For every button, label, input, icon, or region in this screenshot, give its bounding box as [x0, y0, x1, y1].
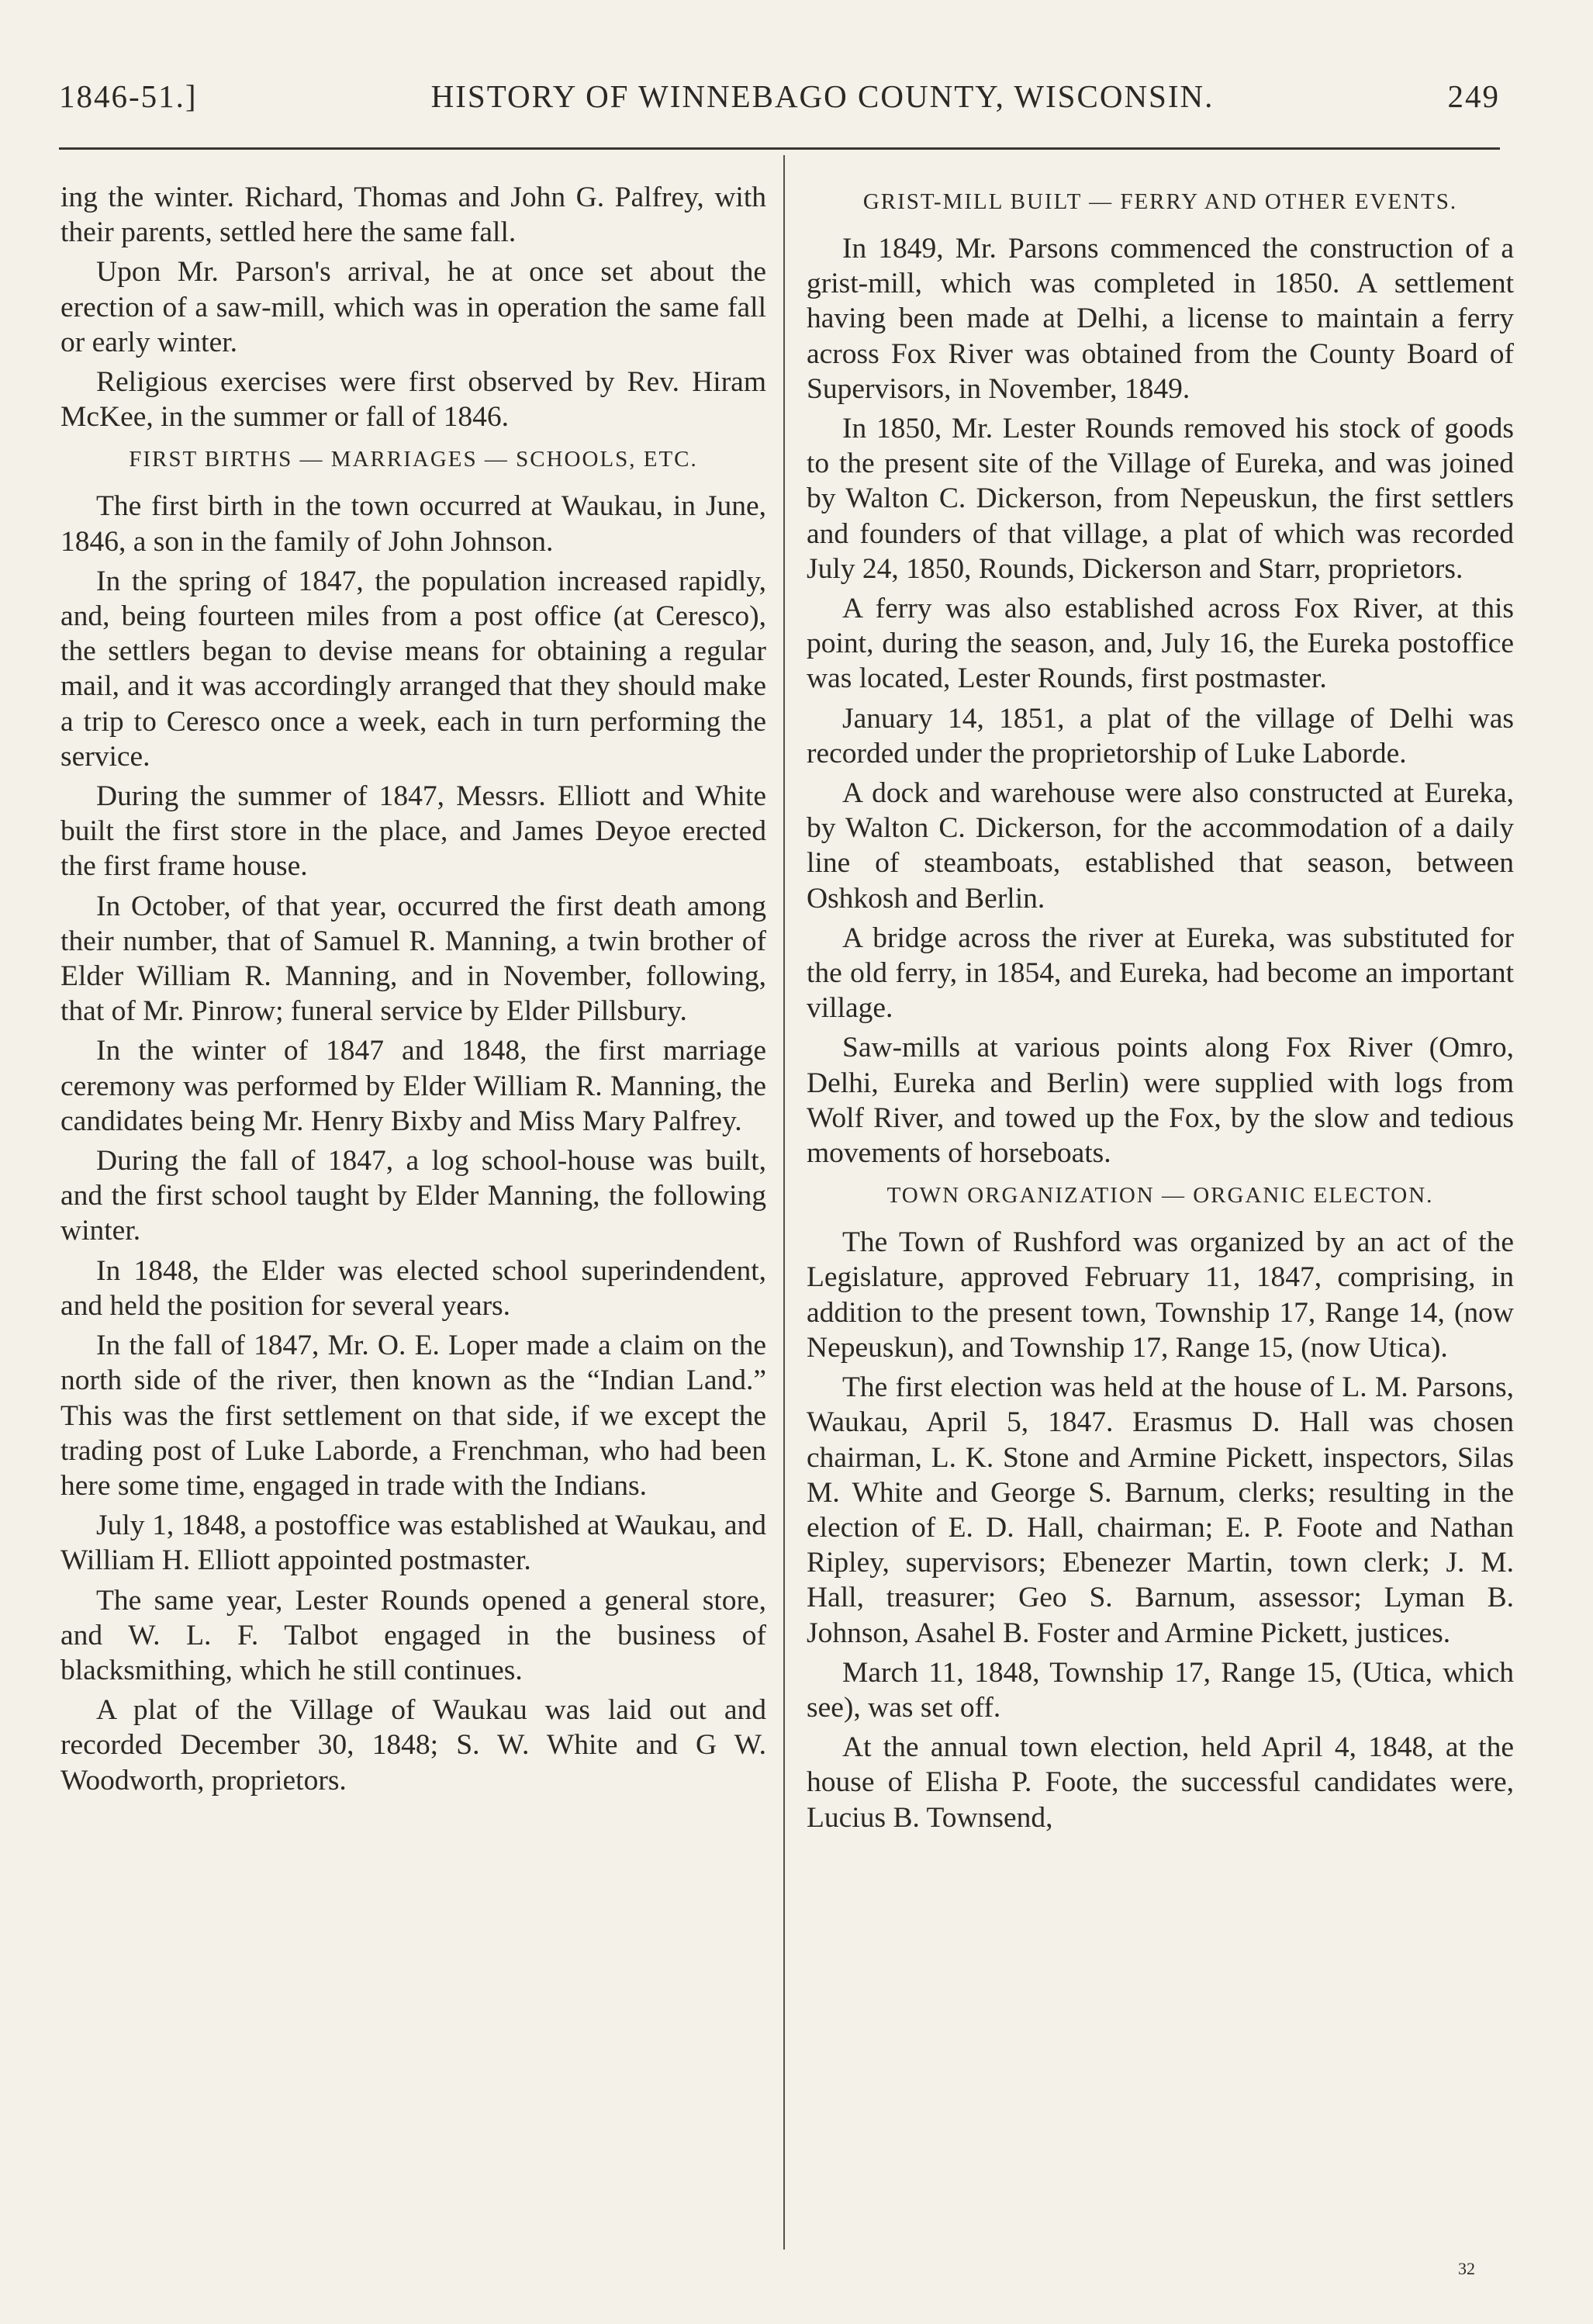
section-heading: GRIST-MILL BUILT — FERRY AND OTHER EVENTS.: [862, 189, 1458, 214]
header-title: HISTORY OF WINNEBAGO COUNTY, WISCONSIN.: [430, 78, 1215, 114]
header-years: 1846-51.]: [59, 78, 198, 114]
paragraph: In 1848, the Elder was elected school superindendent, and held the position for several years.: [60, 1254, 766, 1322]
page-number: 249: [1447, 78, 1500, 114]
paragraph: A ferry was also established across Fox River, at this point, during the season, and, July 16, the Eureka postoffice was located, Lester Rounds, first postmaster.: [807, 593, 1514, 695]
paragraph: In 1850, Mr. Lester Rounds removed his stock of goods to the present site of the Village of Eureka, and was joined by Walton C. Dickerson, from Nepeuskun, the first settlers and founders of that village, a plat of which was recorded July 24, 1850, Rounds, Dickerson and Starr, proprietors.: [807, 413, 1514, 585]
paragraph: In the winter of 1847 and 1848, the first marriage ceremony was performed by Elder William R. Manning, the candidates being Mr. Henry Bixby and Miss Mary Palfrey.: [60, 1035, 766, 1137]
paragraph: Religious exercises were first observed by Rev. Hiram McKee, in the summer or fall of 1846.: [60, 366, 766, 434]
paragraph: January 14, 1851, a plat of the village of Delhi was recorded under the proprietorship of Luke Laborde.: [807, 702, 1514, 769]
paragraph: The Town of Rushford was organized by an act of the Legislature, approved February 11, 1847, comprising, in addition to the present town, Township 17, Range 14, (now Nepeuskun), and Township 17, Range 15, (now Utica).: [807, 1226, 1514, 1364]
section-heading: TOWN ORGANIZATION — ORGANIC ELECTON.: [886, 1183, 1434, 1209]
left-column: [60, 180, 766, 1803]
paragraph: Saw-mills at various points along Fox River (Omro, Delhi, Eureka and Berlin) were supplied with logs from Wolf River, and towed up the Fox, by the slow and tedious movements of horseboats.: [807, 1032, 1514, 1170]
paragraph: July 1, 1848, a postoffice was established at Waukau, and William H. Elliott appointed postmaster.: [60, 1510, 766, 1577]
paragraph: In October, of that year, occurred the first death among their number, that of Samuel R. Manning, a twin brother of Elder William R. Manning, and in November, following, that of Mr. Pinrow; funeral service by Elder Pillsbury.: [60, 890, 766, 1028]
paragraph: During the fall of 1847, a log school-house was built, and the first school taught by Elder Manning, the following winter.: [60, 1145, 766, 1247]
paragraph: Upon Mr. Parson's arrival, he at once set about the erection of a saw-mill, which was in operation the same fall or early winter.: [60, 256, 766, 358]
paragraph: A plat of the Village of Waukau was laid out and recorded December 30, 1848; S. W. White and G W. Woodworth, proprietors.: [60, 1694, 766, 1797]
paragraph: In the fall of 1847, Mr. O. E. Loper made a claim on the north side of the river, then known as the “Indian Land.” This was the first settlement on that side, if we except the trading post of Luke Laborde, a Frenchman, who had been here some time, engaged in trade with the Indians.: [60, 1330, 766, 1502]
paragraph: During the summer of 1847, Messrs. Elliott and White built the first store in the place, and James Deyoe erected the first frame house.: [60, 780, 766, 883]
column-divider: [783, 155, 785, 2250]
paragraph: The first birth in the town occurred at Waukau, in June, 1846, a son in the family of John Johnson.: [60, 490, 766, 558]
paragraph: A bridge across the river at Eureka, was substituted for the old ferry, in 1854, and Eureka, had become an important village.: [807, 922, 1514, 1025]
header-rule: [59, 147, 1500, 150]
paragraph: In the spring of 1847, the population increased rapidly, and, being fourteen miles from a post office (at Ceresco), the settlers began to devise means for obtaining a regular mail, and it was accordingly arranged that they should make a trip to Ceresco once a week, each in turn performing the service.: [60, 565, 766, 773]
paragraph: In 1849, Mr. Parsons commenced the construction of a grist-mill, which was completed in 1850. A settlement having been made at Delhi, a license to maintain a ferry across Fox River was obtained from the County Board of Supervisors, in November, 1849.: [807, 233, 1514, 405]
paragraph: At the annual town election, held April 4, 1848, at the house of Elisha P. Foote, the successful candidates were, Lucius B. Townsend,: [807, 1731, 1514, 1834]
paragraph: A dock and warehouse were also constructed at Eureka, by Walton C. Dickerson, for the accommodation of a daily line of steamboats, established that season, between Oshkosh and Berlin.: [807, 777, 1514, 915]
running-header: [59, 78, 1500, 115]
paragraph: The first election was held at the house of L. M. Parsons, Waukau, April 5, 1847. Erasmus D. Hall was chosen chairman, L. K. Stone and Armine Pickett, inspectors, Silas M. White and George S. Barnum, clerks; resulting in the election of E. D. Hall, chairman; E. P. Foote and Nathan Ripley, supervisors; Ebenezer Martin, town clerk; J. M. Hall, treasurer; Geo S. Barnum, assessor; Lyman B. Johnson, Asahel B. Foster and Armine Pickett, justices.: [807, 1371, 1514, 1649]
paragraph: ing the winter. Richard, Thomas and John G. Palfrey, with their parents, settled here the same fall.: [60, 182, 766, 249]
section-heading: FIRST BIRTHS — MARRIAGES — SCHOOLS, ETC.: [129, 447, 698, 472]
paragraph: March 11, 1848, Township 17, Range 15, (Utica, which see), was set off.: [807, 1656, 1514, 1724]
right-column: [807, 180, 1514, 1840]
signature-mark: 32: [1458, 2259, 1475, 2278]
paragraph: The same year, Lester Rounds opened a general store, and W. L. F. Talbot engaged in the business of blacksmithing, which he still continues.: [60, 1584, 766, 1686]
